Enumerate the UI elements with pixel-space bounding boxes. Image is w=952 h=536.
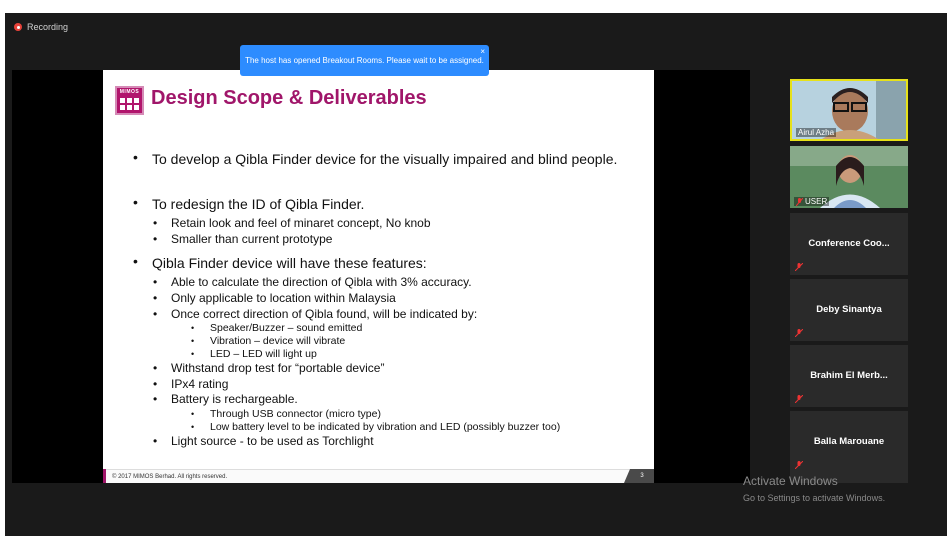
mic-muted-icon [795, 329, 803, 337]
bullet-icon: • [191, 422, 195, 432]
zoom-meeting-window [5, 13, 947, 536]
logo-graphic-icon [120, 96, 140, 112]
bullet-icon: • [153, 434, 158, 448]
mic-muted-icon [796, 198, 803, 206]
bullet-icon: • [153, 291, 158, 305]
bullet-icon: • [153, 361, 158, 375]
bullet-icon: • [153, 307, 158, 321]
bullet-icon: • [191, 323, 195, 333]
mic-muted-icon [795, 395, 803, 403]
participant-name: Brahim El Merb... [810, 370, 888, 381]
notification-text: The host has opened Breakout Rooms. Please wait to be assigned. [245, 56, 484, 65]
bullet-icon: • [153, 275, 158, 289]
bullet-icon: • [153, 377, 158, 391]
bullet-icon: • [133, 149, 138, 165]
slide-line-6: Able to calculate the direction of Qibla with 3% accuracy. [171, 275, 472, 289]
participant-name-label: USER [794, 197, 829, 206]
bullet-icon: • [133, 253, 138, 269]
slide-line-4: Smaller than current prototype [171, 232, 333, 246]
participant-name: Conference Coo... [808, 238, 890, 249]
slide-line-7: Only applicable to location within Malaysia [171, 291, 396, 305]
bullet-icon: • [191, 409, 195, 419]
bullet-icon: • [153, 216, 158, 230]
participant-name: Balla Marouane [813, 436, 885, 447]
bullet-icon: • [191, 336, 195, 346]
slide-line-16: Low battery level to be indicated by vibration and LED (possibly buzzer too) [210, 421, 561, 433]
participant-tile[interactable] [790, 345, 908, 407]
slide-line-14: Battery is rechargeable. [171, 392, 298, 406]
logo-text: MIMOS [119, 89, 140, 95]
mic-muted-icon [795, 263, 803, 271]
slide-line-17: Light source - to be used as Torchlight [171, 434, 374, 448]
slide-line-8: Once correct direction of Qibla found, will be indicated by: [171, 307, 478, 321]
participant-tile[interactable] [790, 411, 908, 483]
slide-line-1: To develop a Qibla Finder device for the visually impaired and blind people. [152, 151, 618, 167]
activate-windows-title: Activate Windows [743, 474, 838, 488]
page-number: 3 [630, 469, 654, 483]
recording-label: Recording [27, 22, 69, 32]
slide-footer [103, 469, 654, 483]
participant-gallery [790, 79, 908, 483]
participant-name-label: Airul Azha [798, 128, 835, 137]
mic-muted-icon [795, 461, 803, 469]
slide-line-9: Speaker/Buzzer – sound emitted [210, 322, 363, 334]
participant-name: Deby Sinantya [816, 304, 882, 315]
participant-tile[interactable] [790, 279, 908, 341]
slide-line-5: Qibla Finder device will have these features: [152, 255, 427, 271]
slide-title: Design Scope & Deliverables [151, 87, 427, 109]
activate-windows-subtitle: Go to Settings to activate Windows. [743, 493, 886, 503]
slide-line-3: Retain look and feel of minaret concept, No knob [171, 216, 431, 230]
presentation-slide [103, 70, 654, 483]
bullet-icon: • [191, 349, 195, 359]
slide-line-10: Vibration – device will vibrate [210, 335, 346, 347]
slide-line-15: Through USB connector (micro type) [210, 408, 381, 420]
close-icon[interactable]: × [480, 47, 485, 56]
participant-tile-active[interactable] [790, 79, 908, 141]
bullet-icon: • [153, 232, 158, 246]
recording-dot-icon [14, 23, 22, 31]
slide-line-12: Withstand drop test for “portable device” [171, 361, 385, 375]
slide-line-2: To redesign the ID of Qibla Finder. [152, 196, 365, 212]
copyright-text: © 2017 MIMOS Berhad. All rights reserved. [112, 474, 228, 480]
slide-line-13: IPx4 rating [171, 377, 229, 391]
participant-tile[interactable] [790, 146, 908, 208]
bullet-icon: • [153, 392, 158, 406]
slide-line-11: LED – LED will light up [210, 348, 317, 360]
mimos-logo [115, 86, 144, 115]
breakout-room-notification [240, 45, 489, 76]
bullet-icon: • [133, 194, 138, 210]
recording-indicator [14, 22, 68, 32]
participant-tile[interactable] [790, 213, 908, 275]
